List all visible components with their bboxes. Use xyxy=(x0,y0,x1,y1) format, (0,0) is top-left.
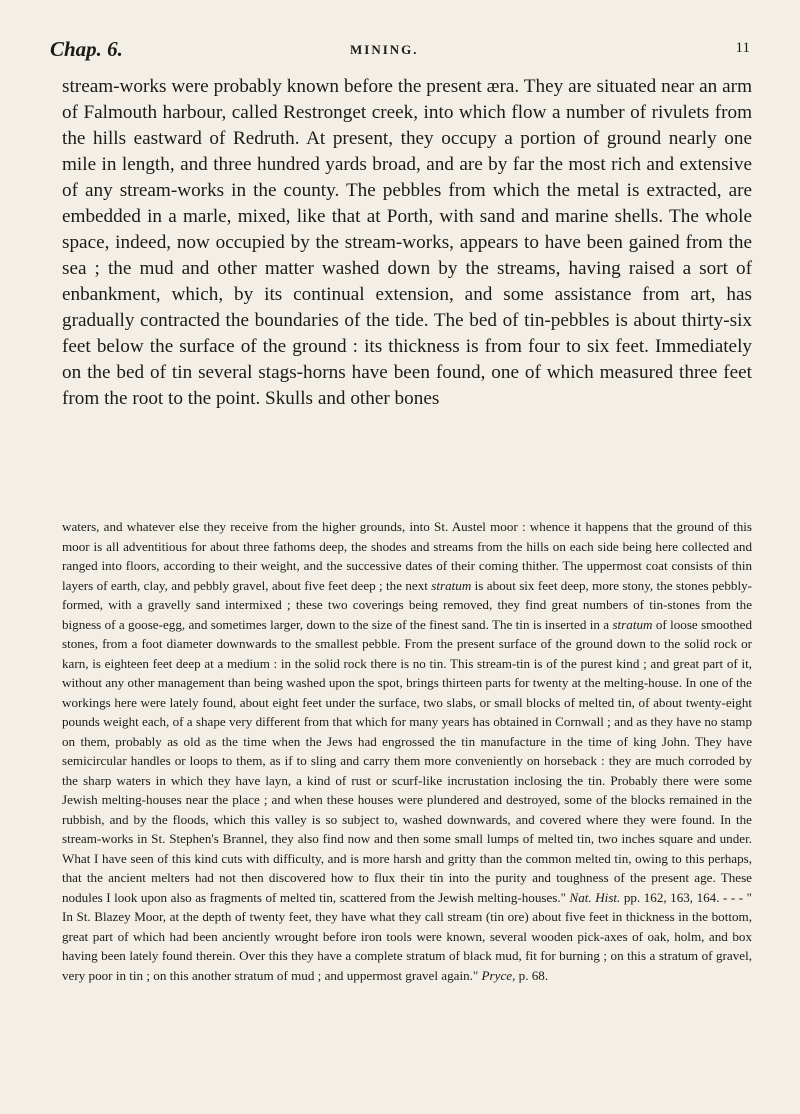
citation-italic: Nat. Hist. xyxy=(569,889,621,905)
footnote-italic: stratum xyxy=(431,577,472,593)
running-title: MINING. xyxy=(350,42,419,57)
footnote-text: p. 68. xyxy=(518,967,549,983)
footnote xyxy=(62,517,752,985)
footnote-text: is about six feet deep, more stony, the stones pebbly-formed, with a gravelly sand intermixed ; these two coverings being removed, they find great numbers of tin-stones from the bigness of a goose-egg, and sometimes larger, down to the size of the finest sand. The tin is inserted in a xyxy=(62,577,752,632)
footnote-paragraph xyxy=(62,517,752,985)
footnote-text: pp. 162, 163, 164. - - - " In St. Blazey Moor, at the depth of twenty feet, they have what they call stream (tin ore) about five feet in thickness in the bottom, great part of which had been anciently wrought before iron tools were known, several wooden pick-axes of oak, holm, and box having been lately found therein. Over this they have a complete stratum of black mud, fit for burning ; on this a stratum of gravel, very poor in tin ; on this another stratum of mud ; and uppermost gravel again." xyxy=(62,889,752,983)
citation-italic: Pryce, xyxy=(481,967,516,983)
page-number: 11 xyxy=(735,40,750,56)
footnote-text: of loose smoothed stones, from a foot diameter downwards to the smallest pebble. From the present surface of the ground down to the solid rock or karn, is eighteen feet deep at a medium : in the solid rock there is no tin. This stream-tin is of the purest kind ; and great part of it, without any other management than being washed upon the spot, brings thirteen parts for twenty at the melting-house. In one of the workings here were lately found, about eight feet under the surface, two slabs, or small blocks of melted tin, of about twenty-eight pounds weight each, of a shape very different from that which for many years has obtained in Cornwall ; and as they have no stamp on them, probably as old as the time when the Jews had engrossed the tin manufacture in the time of king John. They have semicircular handles or loops to them, as if to sling and carry them more conveniently on horseback : they are much corroded by the sharp waters in which they have layn, a kind of rust or scurf-like incrustation inclosing the tin. Probably there were some Jewish melting-houses near the place ; and when these houses were plundered and destroyed, some of the blocks remained in the rubbish, and by the floods, which this valley is so subject to, washed downwards, and covered where they were found. In the stream-works in St. Stephen's Brannel, they also find now and then some small lumps of melted tin, two inches square and under. What I have seen of this kind cuts with difficulty, and is more harsh and gritty than the common melted tin, owing to this perhaps, that the ancient melters had not then discovered how to flux their tin into the purity and toughness of the present age. These nodules I look upon also as fragments of melted tin, scattered from the Jewish melting-houses." xyxy=(62,616,752,905)
page-header xyxy=(50,37,750,67)
main-text xyxy=(62,74,752,412)
body-paragraph: stream-works were probably known before the present æra. They are situated near an arm of Falmouth harbour, called Restronget creek, into which flow a number of rivulets from the hills eastward of Redruth. At present, they occupy a portion of ground nearly one mile in length, and three hundred yards broad, and are by far the most rich and extensive of any stream-works in the county. The pebbles from which the metal is extracted, are embedded in a marle, mixed, like that at Porth, with sand and marine shells. The whole space, indeed, now occupied by the stream-works, appears to have been gained from the sea ; the mud and other matter washed down by the streams, having raised a sort of enbankment, which, by its continual extension, and some assistance from art, has gradually contracted the boundaries of the tide. The bed of tin-pebbles is about thirty-six feet below the surface of the ground : its thickness is from four to six feet. Immediately on the bed of tin several stags-horns have been found, one of which measured three feet from the root to the point. Skulls and other bones xyxy=(62,76,752,409)
footnote-text: waters, and whatever else they receive from the higher grounds, into St. Austel moor : whence it happens that the ground of this moor is all adventitious for about three fathoms deep, the shodes and streams from the hills on each side being here collected and ranged into floors, according to their weight, and the successive dates of their coming thither. The uppermost coat consists of thin layers of earth, clay, and pebbly gravel, about five feet deep ; the next xyxy=(62,519,752,593)
footnote-italic: stratum xyxy=(612,616,653,632)
chapter-label: Chap. 6. xyxy=(50,37,123,61)
